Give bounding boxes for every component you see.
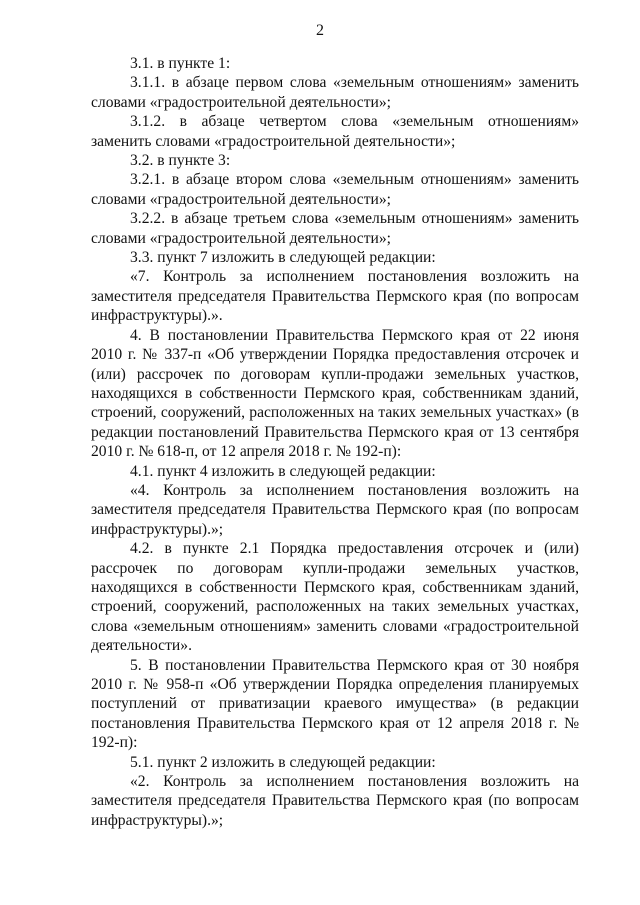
page-number: 2 <box>316 22 324 39</box>
paragraph-4-2: 4.2. в пункте 2.1 Порядка предоставления отсрочек и (или) рассрочек по договорам купли-продажи земельных участков, находящихся в собственности Пермского края, собственникам зданий, строений, сооружений, расположенных на таких земельных участках, слова «земельным отношениям» заменить словами «градостроительной деятельности». <box>91 540 579 655</box>
paragraph-4-1-quote: «4. Контроль за исполнением постановления возложить на заместителя председателя Правительства Пермского края (по вопросам инфраструктуры).»; <box>91 481 579 538</box>
paragraph-5-1: 5.1. пункт 2 изложить в следующей редакции: <box>130 753 436 771</box>
paragraph-3-1-1: 3.1.1. в абзаце первом слова «земельным отношениям» заменить словами «градостроительной деятельности»; <box>91 74 579 111</box>
paragraph-3-1: 3.1. в пункте 1: <box>130 55 231 72</box>
paragraph-3-2-1: 3.2.1. в абзаце втором слова «земельным отношениям» заменить словами «градостроительной деятельности»; <box>91 171 579 208</box>
paragraph-3-3: 3.3. пункт 7 изложить в следующей редакции: <box>130 249 436 267</box>
paragraph-3-2-2: 3.2.2. в абзаце третьем слова «земельным отношениям» заменить словами «градостроительной деятельности»; <box>91 210 579 247</box>
paragraph-5-1-quote: «2. Контроль за исполнением постановления возложить на заместителя председателя Правительства Пермского края (по вопросам инфраструктуры).»; <box>91 773 579 829</box>
paragraph-3-3-quote: «7. Контроль за исполнением постановления возложить на заместителя председателя Правительства Пермского края (по вопросам инфраструктуры).». <box>91 268 579 325</box>
document-body <box>91 54 579 830</box>
paragraph-3-2: 3.2. в пункте 3: <box>130 152 231 170</box>
paragraph-5: 5. В постановлении Правительства Пермского края от 30 ноября 2010 г. № 958-п «Об утверждении Порядка определения планируемых поступлений от приватизации краевого имущества» (в редакции постановления Правительства Пермского края от 12 апреля 2018 г. № 192-п): <box>91 656 579 752</box>
paragraph-4: 4. В постановлении Правительства Пермского края от 22 июня 2010 г. № 337-п «Об утверждении Порядка предоставления отсрочек и (или) рассрочек по договорам купли-продажи земельных участков, находящихся в собственности Пермского края, собственникам зданий, строений, сооружений, расположенных на таких земельных участках» (в редакции постановлений Правительства Пермского края от 13 сентября 2010 г. № 618-п, от 12 апреля 2018 г. № 192-п): <box>91 326 579 461</box>
paragraph-4-1: 4.1. пункт 4 изложить в следующей редакции: <box>130 462 436 480</box>
paragraph-3-1-2: 3.1.2. в абзаце четвертом слова «земельным отношениям» заменить словами «градостроительной деятельности»; <box>91 113 579 150</box>
